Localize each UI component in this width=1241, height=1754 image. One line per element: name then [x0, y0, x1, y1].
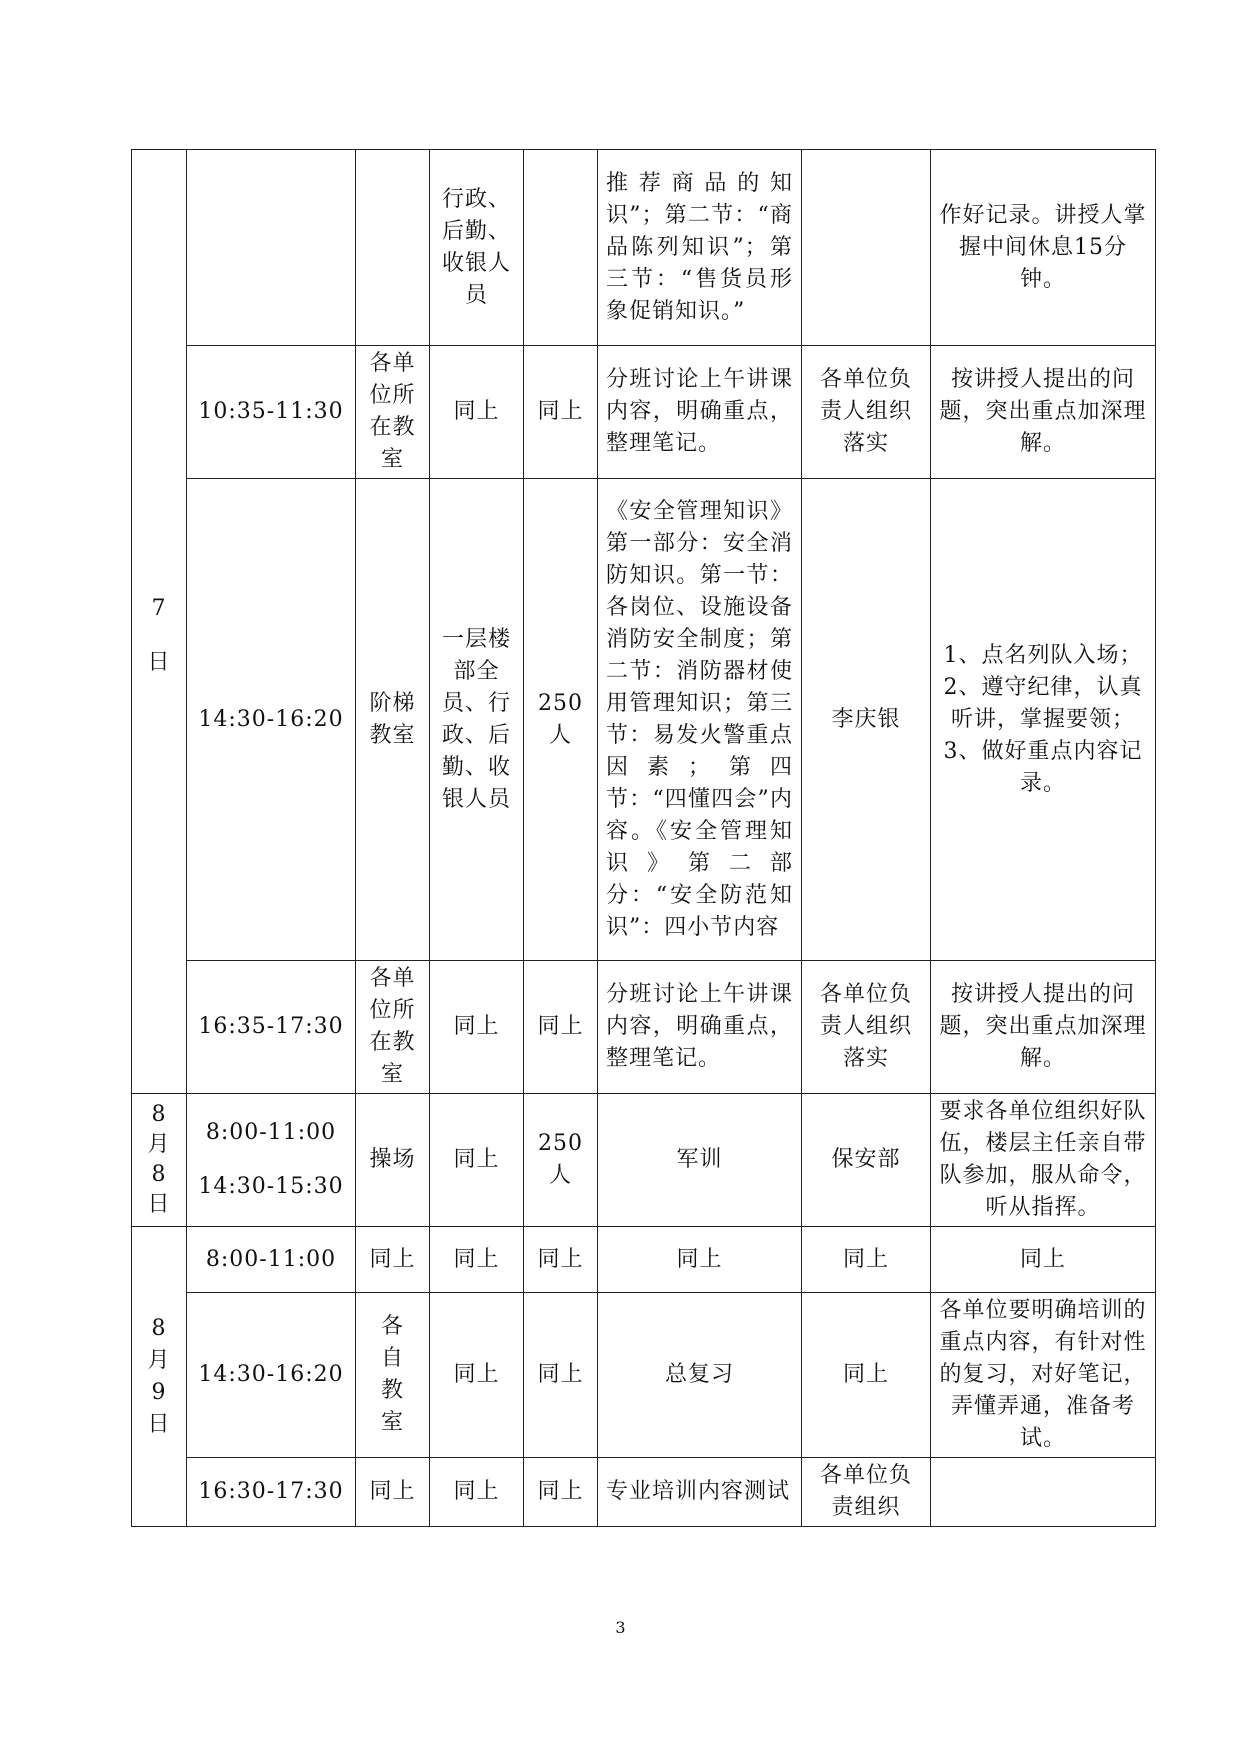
requirement-cell: 按讲授人提出的问题，突出重点加深理解。	[931, 961, 1156, 1094]
date-cell-8-8	[132, 1094, 187, 1227]
requirement-cell: 按讲授人提出的问题，突出重点加深理解。	[931, 346, 1156, 479]
count-cell: 同上	[524, 346, 598, 479]
table-row	[132, 961, 1156, 1094]
count-cell: 同上	[524, 1293, 598, 1458]
content-cell: 总复习	[598, 1293, 802, 1458]
date-part: 日	[147, 1411, 171, 1437]
schedule-table	[131, 149, 1156, 1527]
date-part: 8	[151, 1162, 167, 1187]
content-cell: 军训	[598, 1094, 802, 1227]
lecturer-cell: 各单位负责人组织落实	[802, 961, 931, 1094]
time-cell: 14:30-16:20	[187, 479, 356, 961]
place-cell: 阶梯教室	[356, 479, 430, 961]
count-cell: 同上	[524, 961, 598, 1094]
content-cell: 专业培训内容测试	[598, 1458, 802, 1527]
table-row	[132, 1094, 1156, 1227]
time-cell: 10:35-11:30	[187, 346, 356, 479]
count-cell: 250人	[524, 479, 598, 961]
date-part: 9	[151, 1379, 167, 1405]
count-cell	[524, 150, 598, 346]
table-row	[132, 1293, 1156, 1458]
date-part: 7	[151, 595, 167, 621]
time-morning: 8:00-11:00	[205, 1120, 337, 1145]
target-cell: 同上	[430, 1227, 524, 1293]
place-cell	[356, 150, 430, 346]
count-cell: 250人	[524, 1094, 598, 1227]
target-cell: 同上	[430, 346, 524, 479]
target-cell: 同上	[430, 1458, 524, 1527]
place-cell: 各单位所在教室	[356, 961, 430, 1094]
lecturer-cell: 同上	[802, 1293, 931, 1458]
lecturer-cell: 各单位负责人组织落实	[802, 346, 931, 479]
date-part: 月	[147, 1132, 171, 1157]
date-part: 8	[151, 1315, 167, 1341]
target-cell: 一层楼部全员、行政、后勤、收银人员	[430, 479, 524, 961]
table-row	[132, 346, 1156, 479]
lecturer-cell	[802, 150, 931, 346]
lecturer-cell: 各单位负责组织	[802, 1458, 931, 1527]
time-cell: 16:35-17:30	[187, 961, 356, 1094]
date-cell-7	[132, 150, 187, 1094]
table-row	[132, 150, 1156, 346]
place-cell: 操场	[356, 1094, 430, 1227]
lecturer-cell: 保安部	[802, 1094, 931, 1227]
target-cell: 同上	[430, 1094, 524, 1227]
requirement-cell: 要求各单位组织好队伍，楼层主任亲自带队参加，服从命令，听从指挥。	[931, 1094, 1156, 1227]
place-cell: 各单位所在教室	[356, 346, 430, 479]
requirement-cell: 同上	[931, 1227, 1156, 1293]
time-cell: 16:30-17:30	[187, 1458, 356, 1527]
count-cell: 同上	[524, 1227, 598, 1293]
content-cell: 同上	[598, 1227, 802, 1293]
count-cell: 同上	[524, 1458, 598, 1527]
time-afternoon: 14:30-15:30	[198, 1174, 344, 1199]
lecturer-cell: 李庆银	[802, 479, 931, 961]
content-cell: 推荐商品的知识”；第二节：“商品陈列知识”；第三节：“售货员形象促销知识。”	[598, 150, 802, 346]
table-row	[132, 1227, 1156, 1293]
target-cell: 同上	[430, 961, 524, 1094]
table-row	[132, 1458, 1156, 1527]
table-row	[132, 479, 1156, 961]
content-cell: 分班讨论上午讲课内容，明确重点，整理笔记。	[598, 346, 802, 479]
page-number: 3	[615, 1618, 626, 1637]
time-cell	[187, 1094, 356, 1227]
content-cell: 分班讨论上午讲课内容，明确重点，整理笔记。	[598, 961, 802, 1094]
place-cell: 各自教室	[356, 1293, 430, 1458]
time-cell: 8:00-11:00	[187, 1227, 356, 1293]
date-part: 月	[147, 1347, 171, 1373]
time-cell	[187, 150, 356, 346]
date-part: 日	[147, 1192, 171, 1217]
requirement-cell: 作好记录。讲授人掌握中间休息15分钟。	[931, 150, 1156, 346]
date-part: 日	[147, 649, 171, 675]
lecturer-cell: 同上	[802, 1227, 931, 1293]
target-cell: 行政、后勤、收银人员	[430, 150, 524, 346]
time-cell: 14:30-16:20	[187, 1293, 356, 1458]
place-cell: 同上	[356, 1458, 430, 1527]
content-cell: 《安全管理知识》第一部分：安全消防知识。第一节：各岗位、设施设备消防安全制度；第二节：消防器材使用管理知识；第三节：易发火警重点因素；第四节：“四懂四会”内容。《安全管理知识》第二部分：“安全防范知识”：四小节内容	[598, 479, 802, 961]
target-cell: 同上	[430, 1293, 524, 1458]
requirement-cell: 各单位要明确培训的重点内容，有针对性的复习，对好笔记，弄懂弄通，准备考试。	[931, 1293, 1156, 1458]
date-cell-8-9	[132, 1227, 187, 1527]
requirement-cell: 1、点名列队入场；2、遵守纪律，认真听讲，掌握要领；3、做好重点内容记录。	[931, 479, 1156, 961]
place-cell: 同上	[356, 1227, 430, 1293]
requirement-cell	[931, 1458, 1156, 1527]
date-part: 8	[151, 1102, 167, 1127]
